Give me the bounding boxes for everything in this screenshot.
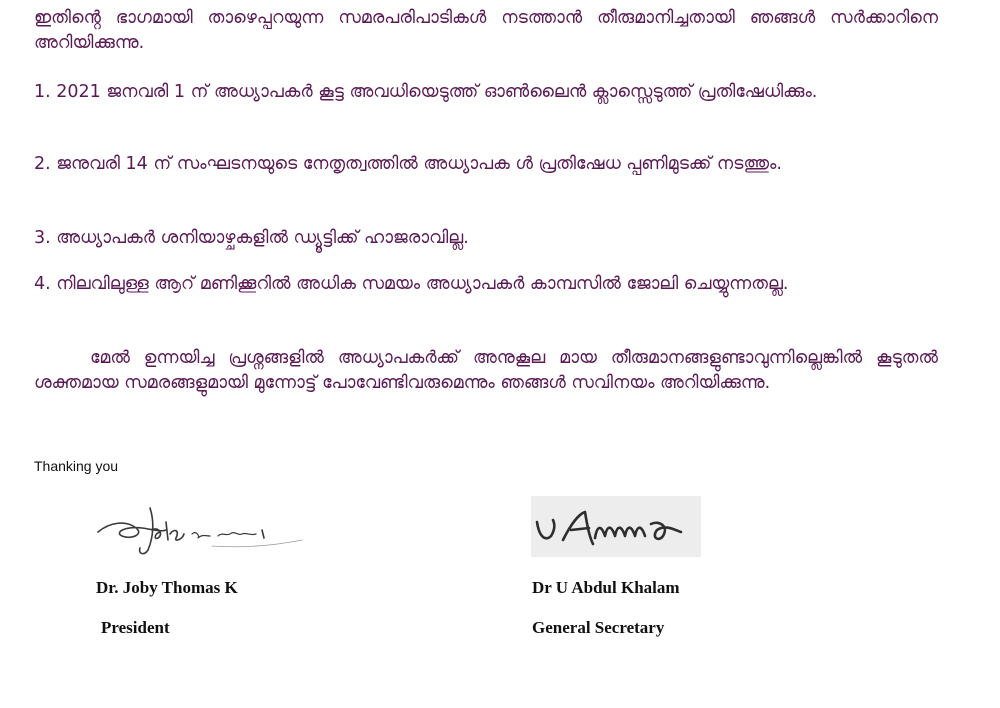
- signature-general-secretary: [531, 496, 701, 557]
- signature-president: [92, 500, 314, 562]
- protest-item-2: 2. ജനുവരി 14 ന് സംഘടനയുടെ നേതൃത്വത്തിൽ അധ്യാപക ൾ പ്രതിഷേധ പ്പണിമുടക്ക് നടത്തും.: [34, 154, 782, 174]
- protest-item-4: 4. നിലവിലുള്ള ആറ് മണിക്കൂറിൽ അധിക സമയം അധ്യാപകർ കാമ്പസിൽ ജോലി ചെയ്യുന്നതല്ല.: [34, 274, 789, 294]
- signatory-title-general-secretary: General Secretary: [532, 618, 665, 637]
- protest-item-3: 3. അധ്യാപകർ ശനിയാഴ്ചകളിൽ ഡ്യൂട്ടിക്ക് ഹാജരാവില്ല.: [34, 228, 469, 248]
- conclusion-paragraph: മേൽ ഉന്നയിച്ച പ്രശ്നങ്ങളിൽ അധ്യാപകർക്ക് അനുകൂല മായ തീരുമാനങ്ങളുണ്ടാവുന്നില്ലെങ്കിൽ കൂടുതൽ ശക്തമായ സമരങ്ങളുമായി മുന്നോട്ട് പോവേണ്ടിവരുമെന്നും ഞങ്ങൾ സവിനയം അറിയിക്കുന്നു.: [34, 348, 938, 393]
- protest-item-1: 1. 2021 ജനവരി 1 ന് അധ്യാപകർ കൂട്ട അവധിയെടുത്ത് ഓൺലൈൻ ക്ലാസ്സെടുത്ത് പ്രതിഷേധിക്കും.: [34, 82, 818, 102]
- closing-text: Thanking you: [34, 458, 119, 474]
- signatory-title-president: President: [101, 618, 170, 637]
- signatory-name-president: Dr. Joby Thomas K: [96, 578, 238, 597]
- intro-paragraph: ഇതിൻ്റെ ഭാഗമായി താഴെപ്പറയുന്ന സമരപരിപാടികൾ നടത്താൻ തീരുമാനിച്ചതായി ഞങ്ങൾ സർക്കാറിനെ അറിയിക്കുന്നു.: [34, 8, 938, 53]
- signatory-name-general-secretary: Dr U Abdul Khalam: [532, 578, 680, 597]
